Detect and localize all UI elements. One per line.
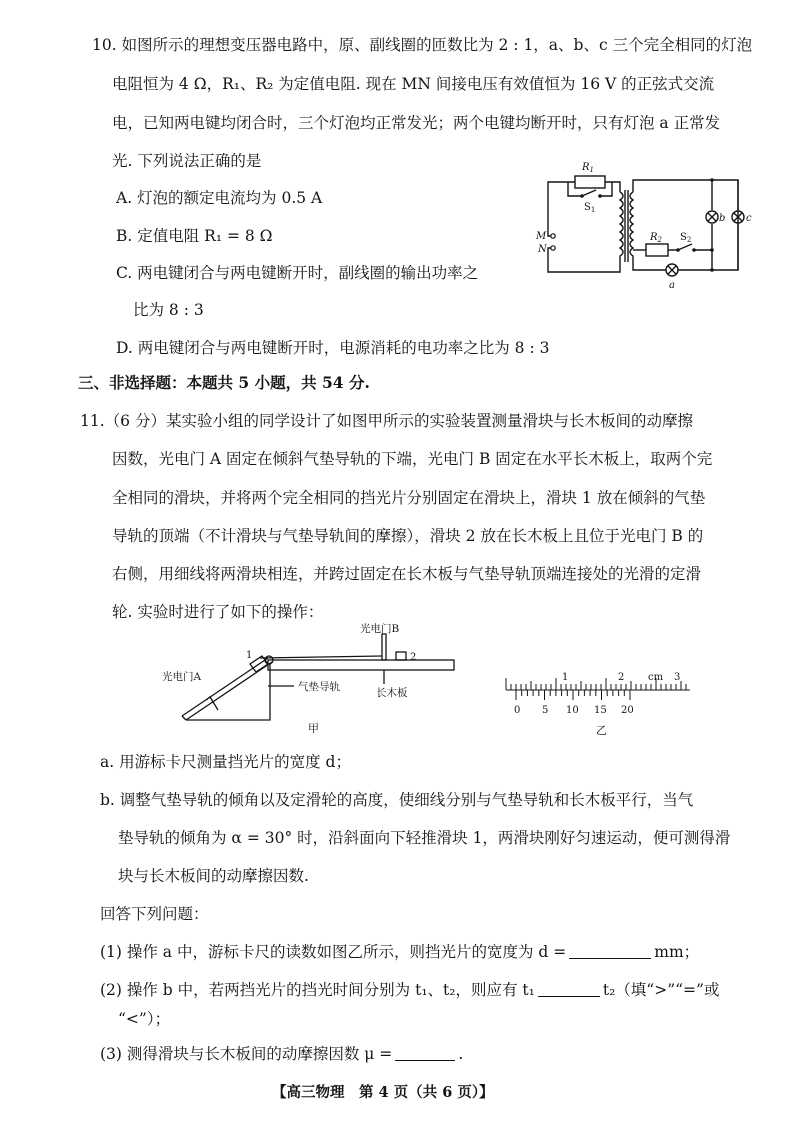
q11-step-a: a. 用游标卡尺测量挡光片的宽度 d； [100, 753, 351, 771]
s1-label: $S_1$ [584, 202, 596, 214]
page-footer: 【高三物理 第 4 页（共 6 页）】 [272, 1084, 494, 1101]
q11-sub-2-hint: t₂（填“>”“=”或 [602, 981, 720, 999]
main-scale-unit-label: cm [648, 672, 664, 683]
vernier-label-10: 10 [566, 705, 579, 716]
q11-step-b-cont-1: 垫导轨的倾角为 α = 30° 时，沿斜面向下轻推滑块 1，两滑块刚好匀速运动，便可测得滑 [118, 829, 731, 847]
q11-sub-1 [100, 941, 699, 963]
q11-line-4: 导轨的顶端（不计滑块与气垫导轨间的摩擦），滑块 2 放在长木板上且位于光电门 B 的 [112, 527, 704, 545]
q11-line-3: 全相同的滑块，并将两个完全相同的挡光片分别固定在滑块上，滑块 1 放在倾斜的气垫 [112, 489, 706, 507]
q11-sub-3-answer-blank[interactable] [395, 1044, 455, 1061]
block-2-label: 2 [410, 652, 417, 663]
q11-line-6: 轮. 实验时进行了如下的操作： [112, 603, 324, 621]
q10-line-3: 电，已知两电键均闭合时，三个灯泡均正常发光；两个电键均断开时，只有灯泡 a 正常发 [112, 114, 721, 132]
q11-answer-intro: 回答下列问题： [100, 905, 209, 923]
figure-yi-vernier-caliper [500, 668, 700, 740]
q11-line-2: 因数，光电门 A 固定在倾斜气垫导轨的下端，光电门 B 固定在水平长木板上，取两个完 [112, 450, 713, 468]
q11-sub-2-cont: “<”）； [118, 1010, 171, 1028]
q11-sub-3-period: . [458, 1045, 464, 1063]
main-scale-label-3: 3 [674, 672, 681, 683]
bulb-c-label: c [746, 213, 752, 224]
bulb-b-label: b [719, 213, 726, 224]
figure-yi-caption: 乙 [596, 724, 607, 737]
figure-jia-caption: 甲 [308, 722, 319, 735]
board-label: 长木板 [376, 687, 408, 699]
vernier-label-5: 5 [542, 705, 549, 716]
figure-jia-apparatus [160, 620, 460, 740]
section-3-heading: 三、非选择题：本题共 5 小题，共 54 分. [78, 373, 370, 392]
terminal-m-label: M [536, 231, 547, 242]
vernier-label-15: 15 [594, 705, 607, 716]
q11-sub-3-text: (3) 测得滑块与长木板间的动摩擦因数 μ = [100, 1045, 393, 1063]
q10-option-c-cont: 比为 8 : 3 [133, 301, 204, 319]
q11-line-1: 11.（6 分）某实验小组的同学设计了如图甲所示的实验装置测量滑块与长木板间的动摩擦 [80, 412, 693, 430]
q11-line-5: 右侧，用细线将两滑块相连，并跨过固定在长木板与气垫导轨顶端连接处的光滑的定滑 [112, 565, 702, 583]
q10-option-c: C. 两电键闭合与两电键断开时，副线圈的输出功率之 [116, 264, 479, 282]
r1-label: $R_1$ [582, 162, 594, 174]
s2-label: $S_2$ [680, 232, 692, 244]
bulb-a-label: a [669, 280, 675, 291]
q11-sub-2 [100, 979, 719, 1001]
vernier-label-0: 0 [514, 705, 521, 716]
transformer-circuit-diagram [520, 150, 760, 290]
q10-option-a: A. 灯泡的额定电流均为 0.5 A [116, 189, 323, 207]
gate-b-label: 光电门B [360, 623, 400, 635]
q11-step-b: b. 调整气垫导轨的倾角以及定滑轮的高度，使细线分别与气垫导轨和长木板平行，当气 [100, 791, 694, 809]
air-rail-label: 气垫导轨 [298, 681, 340, 693]
block-1-label: 1 [246, 650, 253, 661]
q10-line-1: 10. 如图所示的理想变压器电路中，原、副线圈的匝数比为 2 : 1，a、b、c 三个完全相同的灯泡 [92, 36, 753, 54]
q11-sub-1-text: (1) 操作 a 中，游标卡尺的读数如图乙所示，则挡光片的宽度为 d = [100, 943, 567, 961]
main-scale-label-2: 2 [618, 672, 625, 683]
q10-line-2: 电阻恒为 4 Ω，R₁、R₂ 为定值电阻. 现在 MN 间接电压有效值恒为 16 V 的正弦式交流 [112, 75, 715, 93]
q11-sub-2-answer-blank[interactable] [538, 980, 600, 997]
q10-option-b: B. 定值电阻 R₁ = 8 Ω [116, 227, 273, 245]
q11-sub-1-answer-blank[interactable] [569, 942, 651, 959]
q10-option-d: D. 两电键闭合与两电键断开时，电源消耗的电功率之比为 8 : 3 [116, 339, 550, 357]
q11-sub-1-unit: mm； [654, 943, 700, 961]
q11-sub-3 [100, 1043, 463, 1065]
q10-line-4: 光. 下列说法正确的是 [112, 152, 262, 170]
r2-label: $R_2$ [650, 232, 662, 244]
gate-a-label: 光电门A [162, 671, 202, 683]
q11-step-b-cont-2: 块与长木板间的动摩擦因数. [118, 867, 309, 885]
terminal-n-label: N [538, 244, 547, 255]
q11-sub-2-text: (2) 操作 b 中，若两挡光片的挡光时间分别为 t₁、t₂，则应有 t₁ [100, 981, 535, 999]
vernier-label-20: 20 [621, 705, 634, 716]
main-scale-label-1: 1 [562, 672, 569, 683]
